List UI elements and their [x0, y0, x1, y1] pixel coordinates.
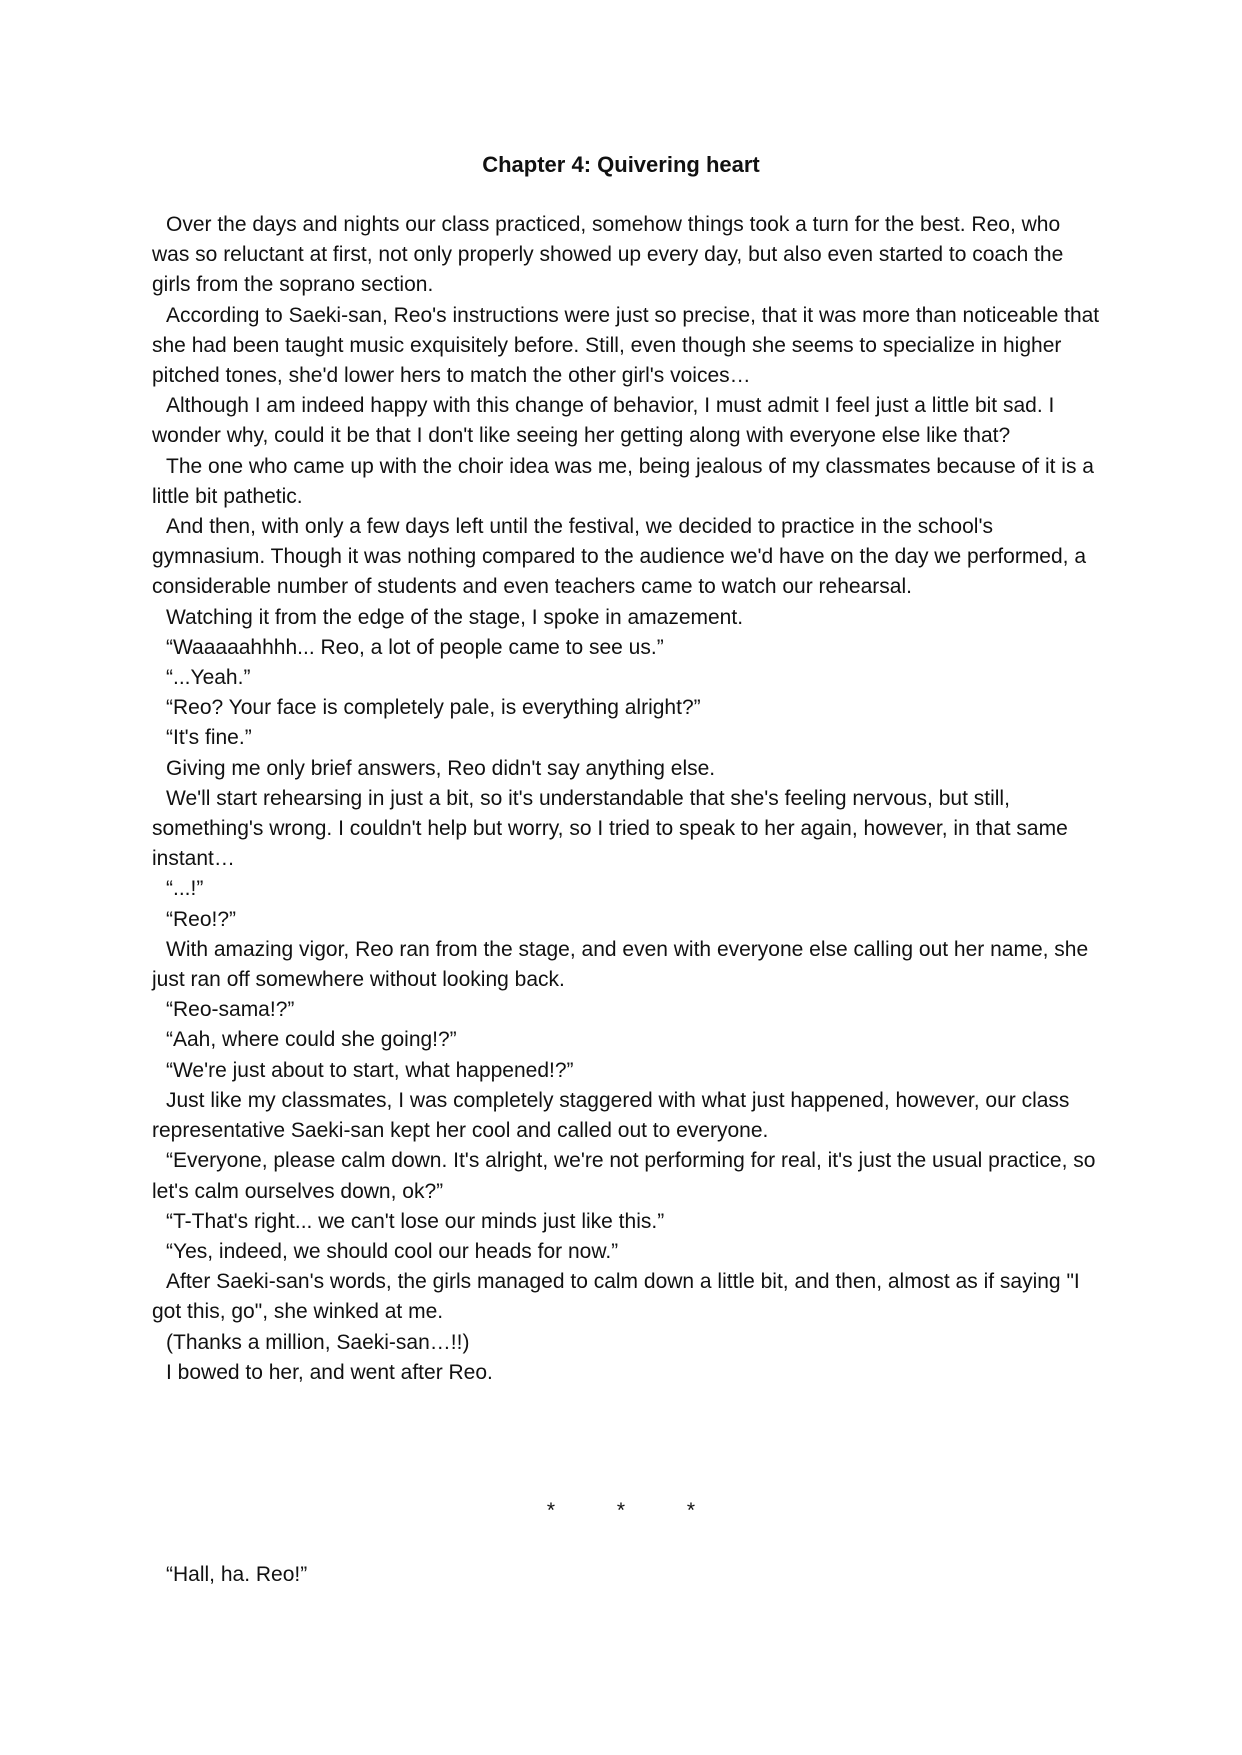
dialogue-line: “Reo-sama!?” — [166, 998, 295, 1022]
dialogue-line: “Reo!?” — [166, 907, 237, 931]
paragraph: After Saeki-san's words, the girls managed to calm down a little bit, and then, almost as if saying "I got this, go", she winked at me. — [152, 1270, 1080, 1324]
paragraph: (Thanks a million, Saeki-san…!!) — [166, 1330, 470, 1354]
paragraph: Although I am indeed happy with this change of behavior, I must admit I feel just a little bit sad. I wonder why, could it be that I don't like seeing her getting along with everyone else like that? — [152, 394, 1055, 448]
paragraph: And then, with only a few days left until the festival, we decided to practice in the school's gymnasium. Though it was nothing compared to the audience we'd have on the day we performed, a considerable number of students and even teachers came to watch our rehearsal. — [152, 515, 1087, 599]
dialogue-line: “Hall, ha. Reo!” — [166, 1563, 308, 1586]
paragraph: Watching it from the edge of the stage, I spoke in amazement. — [166, 605, 744, 629]
chapter-title: Chapter 4: Quivering heart — [482, 152, 760, 177]
paragraph: The one who came up with the choir idea was me, being jealous of my classmates because of it is a little bit pathetic. — [152, 454, 1094, 508]
dialogue-line: “Everyone, please calm down. It's alright, we're not performing for real, it's just the usual practice, so let's calm ourselves down, ok?” — [152, 1149, 1096, 1203]
paragraph: We'll start rehearsing in just a bit, so it's understandable that she's feeling nervous, but still, something's wrong. I couldn't help but worry, so I tried to speak to her again, however, in that same instant… — [152, 786, 1068, 871]
dialogue-line: “Yes, indeed, we should cool our heads for now.” — [166, 1239, 619, 1263]
dialogue-line: “Aah, where could she going!?” — [166, 1028, 457, 1052]
dialogue-line: “Waaaaahhhh... Reo, a lot of people came to see us.” — [166, 635, 664, 659]
after-separator-text — [152, 1560, 1102, 1590]
dialogue-line: “...Yeah.” — [166, 666, 251, 690]
dialogue-line: “Reo? Your face is completely pale, is everything alright?” — [166, 696, 701, 720]
scene-separator: * * * — [546, 1499, 696, 1522]
paragraph: Over the days and nights our class practiced, somehow things took a turn for the best. Reo, who was so reluctant at first, not only properly showed up every day, but also even started to coach the girls from the soprano section. — [152, 213, 1064, 297]
paragraph: Giving me only brief answers, Reo didn't say anything else. — [166, 756, 716, 780]
dialogue-line: “It's fine.” — [166, 726, 252, 750]
paragraph: According to Saeki-san, Reo's instructions were just so precise, that it was more than noticeable that she had been taught music exquisitely before. Still, even though she seems to specialize in higher pitched tones, she'd lower hers to match the other girl's voices… — [152, 303, 1100, 388]
paragraph: Just like my classmates, I was completely staggered with what just happened, however, our class representative Saeki-san kept her cool and called out to everyone. — [152, 1088, 1070, 1143]
chapter-body — [152, 210, 1102, 1388]
paragraph: With amazing vigor, Reo ran from the stage, and even with everyone else calling out her name, she just ran off somewhere without looking back. — [152, 937, 1089, 992]
paragraph: I bowed to her, and went after Reo. — [166, 1360, 493, 1384]
dialogue-line: “T-That's right... we can't lose our minds just like this.” — [166, 1209, 665, 1233]
dialogue-line: “We're just about to start, what happened!?” — [166, 1058, 574, 1082]
dialogue-line: “...!” — [166, 877, 204, 901]
